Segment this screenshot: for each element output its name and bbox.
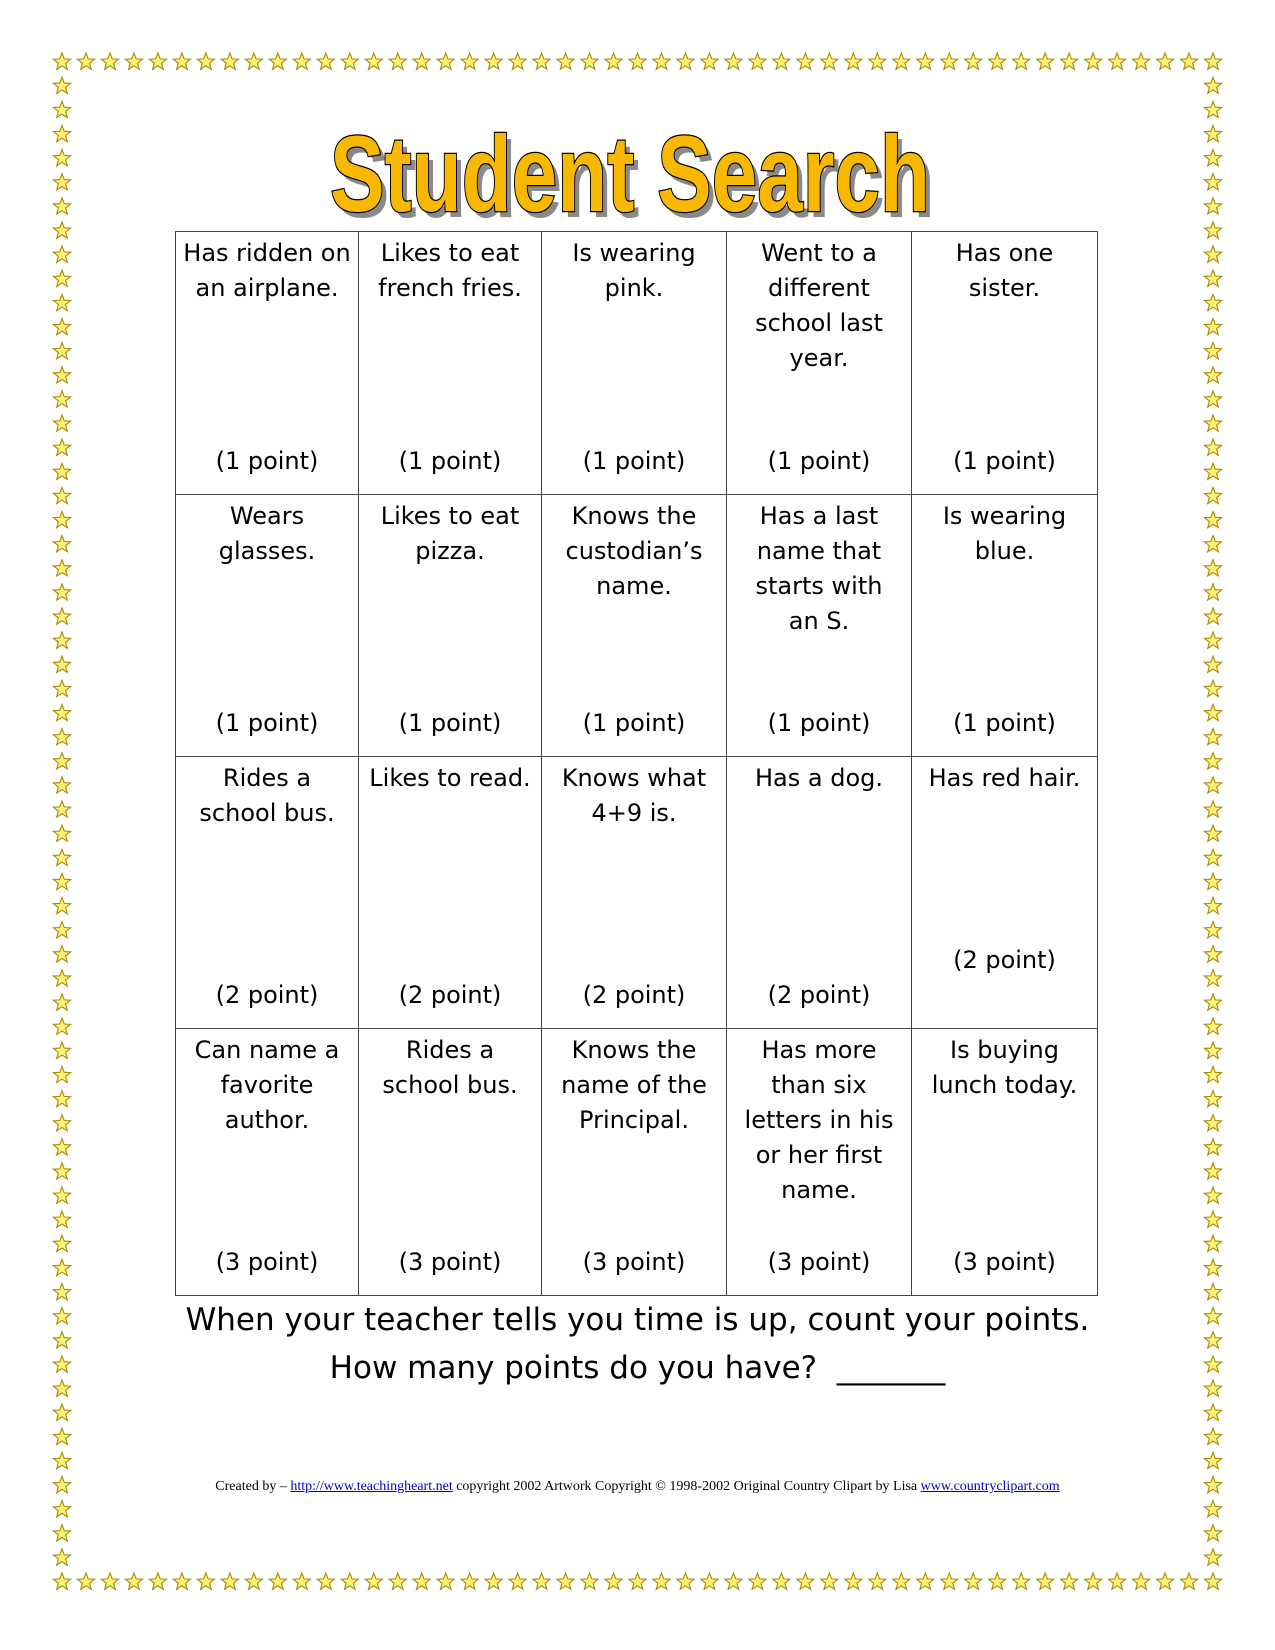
star-icon bbox=[1037, 53, 1054, 69]
star-icon bbox=[125, 53, 142, 69]
star-icon bbox=[437, 1573, 454, 1589]
star-icon bbox=[53, 1501, 70, 1517]
star-icon bbox=[53, 270, 70, 286]
grid-cell[interactable] bbox=[359, 232, 542, 495]
star-icon bbox=[125, 1573, 142, 1589]
star-icon bbox=[1204, 1042, 1221, 1058]
cell-text: Has more than six letters in his or her first name. bbox=[744, 1036, 894, 1204]
star-icon bbox=[1204, 150, 1221, 166]
star-icon bbox=[1204, 511, 1221, 527]
grid-cell[interactable] bbox=[912, 495, 1098, 757]
cell-points: (3 point) bbox=[398, 1248, 502, 1276]
star-icon bbox=[365, 1573, 382, 1589]
credits-line bbox=[0, 1478, 1275, 1496]
star-icon bbox=[197, 53, 214, 69]
star-icon bbox=[197, 1573, 214, 1589]
star-icon bbox=[1204, 1211, 1221, 1227]
grid-cell[interactable] bbox=[727, 495, 912, 757]
star-icon bbox=[1204, 849, 1221, 865]
teachingheart-link[interactable]: http://www.teachingheart.net bbox=[290, 1479, 453, 1494]
cell-text: Is wearing pink. bbox=[572, 239, 696, 302]
cell-text: Can name a favorite author. bbox=[194, 1036, 340, 1134]
star-icon bbox=[53, 150, 70, 166]
star-icon bbox=[1037, 1573, 1054, 1589]
star-icon bbox=[1109, 53, 1126, 69]
star-icon bbox=[1204, 439, 1221, 455]
cell-points: (1 point) bbox=[215, 447, 319, 475]
star-icon bbox=[1204, 656, 1221, 672]
star-icon bbox=[725, 53, 742, 69]
cell-points: (1 point) bbox=[953, 447, 1056, 475]
grid-row bbox=[176, 232, 1098, 495]
star-icon bbox=[437, 53, 454, 69]
star-icon bbox=[1204, 1187, 1221, 1203]
star-icon bbox=[941, 53, 958, 69]
grid-cell[interactable] bbox=[727, 757, 912, 1029]
grid-cell[interactable] bbox=[912, 757, 1098, 1029]
star-icon bbox=[149, 1573, 166, 1589]
star-icon bbox=[341, 1573, 358, 1589]
grid-cell[interactable] bbox=[727, 232, 912, 495]
grid-cell[interactable] bbox=[542, 495, 727, 757]
grid-row bbox=[176, 757, 1098, 1029]
star-icon bbox=[53, 415, 70, 431]
grid-cell[interactable] bbox=[727, 1029, 912, 1296]
star-icon bbox=[53, 367, 70, 383]
cell-points: (1 point) bbox=[582, 447, 686, 475]
star-icon bbox=[53, 1259, 70, 1275]
star-icon bbox=[1013, 1573, 1030, 1589]
cell-points: (3 point) bbox=[767, 1248, 871, 1276]
star-icon bbox=[365, 53, 382, 69]
star-icon bbox=[797, 53, 814, 69]
star-icon bbox=[1204, 270, 1221, 286]
star-icon bbox=[701, 53, 718, 69]
star-icon bbox=[53, 1525, 70, 1541]
star-icon bbox=[653, 53, 670, 69]
star-icon bbox=[893, 53, 910, 69]
star-icon bbox=[1061, 1573, 1078, 1589]
grid-cell[interactable] bbox=[359, 495, 542, 757]
grid-cell[interactable] bbox=[176, 232, 359, 495]
star-icon bbox=[1204, 560, 1221, 576]
cell-text: Has a last name that starts with an S. bbox=[755, 502, 883, 635]
star-icon bbox=[53, 680, 70, 696]
grid-cell[interactable] bbox=[912, 232, 1098, 495]
star-icon bbox=[53, 753, 70, 769]
star-icon bbox=[1204, 343, 1221, 359]
star-icon bbox=[1204, 777, 1221, 793]
star-icon bbox=[53, 560, 70, 576]
star-icon bbox=[53, 1428, 70, 1444]
star-icon bbox=[173, 1573, 190, 1589]
star-icon bbox=[581, 53, 598, 69]
star-icon bbox=[293, 53, 310, 69]
star-icon bbox=[53, 632, 70, 648]
star-icon bbox=[53, 1187, 70, 1203]
star-icon bbox=[317, 53, 334, 69]
star-icon bbox=[53, 1139, 70, 1155]
star-icon bbox=[605, 1573, 622, 1589]
cell-text: Knows the custodian’s name. bbox=[565, 502, 703, 600]
star-icon bbox=[1204, 101, 1221, 117]
star-icon bbox=[461, 53, 478, 69]
star-icon bbox=[941, 1573, 958, 1589]
star-icon bbox=[917, 53, 934, 69]
star-icon bbox=[485, 1573, 502, 1589]
star-icon bbox=[605, 53, 622, 69]
star-icon bbox=[53, 1042, 70, 1058]
star-icon bbox=[821, 1573, 838, 1589]
star-icon bbox=[53, 801, 70, 817]
star-icon bbox=[749, 1573, 766, 1589]
star-icon bbox=[557, 53, 574, 69]
star-icon bbox=[53, 584, 70, 600]
star-icon bbox=[53, 1211, 70, 1227]
cell-text: Likes to read. bbox=[369, 764, 531, 792]
cell-points: (1 point) bbox=[582, 709, 686, 737]
star-icon bbox=[1204, 1573, 1221, 1589]
star-icon bbox=[53, 849, 70, 865]
cell-points: (1 point) bbox=[398, 709, 502, 737]
star-icon bbox=[1204, 994, 1221, 1010]
star-icon bbox=[1204, 222, 1221, 238]
star-icon bbox=[1181, 1573, 1198, 1589]
star-icon bbox=[1204, 536, 1221, 552]
grid-cell[interactable] bbox=[176, 495, 359, 757]
cell-text: Went to a different school last year. bbox=[755, 239, 883, 372]
star-icon bbox=[53, 343, 70, 359]
star-icon bbox=[1204, 1259, 1221, 1275]
cell-text: Has a dog. bbox=[754, 764, 883, 792]
star-icon bbox=[101, 53, 118, 69]
star-icon bbox=[53, 608, 70, 624]
star-icon bbox=[53, 825, 70, 841]
star-icon bbox=[1204, 946, 1221, 962]
star-icon bbox=[1204, 1501, 1221, 1517]
cell-text: Knows what 4+9 is. bbox=[561, 764, 707, 827]
countryclipart-link[interactable]: www.countryclipart.com bbox=[920, 1479, 1060, 1494]
star-icon bbox=[1204, 174, 1221, 190]
star-icon bbox=[653, 1573, 670, 1589]
cell-points: (3 point) bbox=[953, 1248, 1056, 1276]
star-icon bbox=[53, 1091, 70, 1107]
star-icon bbox=[53, 53, 70, 69]
star-icon bbox=[173, 53, 190, 69]
cell-points: (2 point) bbox=[215, 981, 319, 1009]
star-icon bbox=[53, 1404, 70, 1420]
cell-points: (1 point) bbox=[953, 709, 1056, 737]
star-icon bbox=[1204, 608, 1221, 624]
page-title bbox=[300, 105, 960, 230]
star-icon bbox=[389, 53, 406, 69]
star-icon bbox=[701, 1573, 718, 1589]
cell-points: (1 point) bbox=[398, 447, 502, 475]
star-icon bbox=[1181, 53, 1198, 69]
star-icon bbox=[509, 53, 526, 69]
star-icon bbox=[53, 125, 70, 141]
star-icon bbox=[845, 1573, 862, 1589]
star-icon bbox=[485, 53, 502, 69]
title-shadow: Student Search bbox=[335, 119, 935, 230]
star-icon bbox=[869, 1573, 886, 1589]
star-icon bbox=[53, 897, 70, 913]
cell-text: Has ridden on an airplane. bbox=[183, 239, 351, 302]
star-icon bbox=[1204, 729, 1221, 745]
star-icon bbox=[1133, 1573, 1150, 1589]
instruction-line-1: When your teacher tells you time is up, count your points. bbox=[185, 1302, 1090, 1338]
star-icon bbox=[77, 53, 94, 69]
star-icon bbox=[77, 1573, 94, 1589]
star-icon bbox=[509, 1573, 526, 1589]
star-icon bbox=[1204, 704, 1221, 720]
star-icon bbox=[1204, 1163, 1221, 1179]
star-icon bbox=[53, 391, 70, 407]
star-icon bbox=[1204, 294, 1221, 310]
star-icon bbox=[53, 174, 70, 190]
star-icon bbox=[1133, 53, 1150, 69]
cell-text: Has one sister. bbox=[955, 239, 1054, 302]
grid-cell[interactable] bbox=[176, 1029, 359, 1296]
star-icon bbox=[221, 53, 238, 69]
star-icon bbox=[53, 246, 70, 262]
grid-cell[interactable] bbox=[542, 232, 727, 495]
star-icon bbox=[677, 1573, 694, 1589]
title-graphic bbox=[300, 105, 960, 230]
star-icon bbox=[53, 487, 70, 503]
star-icon bbox=[53, 318, 70, 334]
star-icon bbox=[1204, 1066, 1221, 1082]
title-text: Student Search bbox=[330, 113, 930, 230]
cell-points: (3 point) bbox=[582, 1248, 686, 1276]
star-icon bbox=[1204, 1115, 1221, 1131]
star-icon bbox=[53, 777, 70, 793]
star-icon bbox=[1204, 125, 1221, 141]
star-icon bbox=[1204, 801, 1221, 817]
star-icon bbox=[341, 53, 358, 69]
cell-text: Likes to eat pizza. bbox=[380, 502, 520, 565]
star-icon bbox=[53, 1573, 70, 1589]
cell-text: Is buying lunch today. bbox=[931, 1036, 1078, 1099]
star-icon bbox=[53, 222, 70, 238]
star-icon bbox=[1061, 53, 1078, 69]
star-icon bbox=[53, 1066, 70, 1082]
star-icon bbox=[53, 1163, 70, 1179]
cell-text: Is wearing blue. bbox=[942, 502, 1067, 565]
star-icon bbox=[53, 463, 70, 479]
cell-points: (2 point) bbox=[953, 946, 1056, 974]
star-icon bbox=[53, 536, 70, 552]
star-icon bbox=[1204, 1091, 1221, 1107]
star-icon bbox=[53, 1549, 70, 1565]
star-icon bbox=[101, 1573, 118, 1589]
cell-text: Knows the name of the Principal. bbox=[561, 1036, 707, 1134]
star-icon bbox=[749, 53, 766, 69]
grid-row bbox=[176, 495, 1098, 757]
star-icon bbox=[1204, 463, 1221, 479]
cell-text: Rides a school bus. bbox=[199, 764, 335, 827]
star-icon bbox=[149, 53, 166, 69]
star-icon bbox=[773, 53, 790, 69]
star-icon bbox=[533, 53, 550, 69]
cell-points: (1 point) bbox=[215, 709, 319, 737]
star-icon bbox=[1204, 1549, 1221, 1565]
cell-text: Has red hair. bbox=[928, 764, 1081, 792]
star-icon bbox=[293, 1573, 310, 1589]
star-icon bbox=[53, 994, 70, 1010]
search-grid bbox=[175, 231, 1098, 1296]
star-icon bbox=[1013, 53, 1030, 69]
star-icon bbox=[1204, 1404, 1221, 1420]
star-icon bbox=[1204, 415, 1221, 431]
credits-middle: copyright 2002 Artwork Copyright © 1998-2002 Original Country Clipart by Lisa bbox=[452, 1479, 921, 1494]
star-icon bbox=[1204, 970, 1221, 986]
star-icon bbox=[53, 77, 70, 93]
star-icon bbox=[1204, 246, 1221, 262]
star-icon bbox=[53, 1235, 70, 1251]
star-icon bbox=[1204, 825, 1221, 841]
star-icon bbox=[629, 1573, 646, 1589]
star-icon bbox=[1204, 753, 1221, 769]
grid-cell[interactable] bbox=[542, 757, 727, 1029]
star-icon bbox=[1157, 53, 1174, 69]
cell-points: (2 point) bbox=[582, 981, 686, 1009]
cell-text: Likes to eat french fries. bbox=[378, 239, 522, 302]
star-icon bbox=[1204, 922, 1221, 938]
star-icon bbox=[1204, 897, 1221, 913]
grid-cell[interactable] bbox=[359, 757, 542, 1029]
star-icon bbox=[581, 1573, 598, 1589]
star-icon bbox=[1204, 584, 1221, 600]
star-icon bbox=[773, 1573, 790, 1589]
star-icon bbox=[1204, 1018, 1221, 1034]
cell-text: Wears glasses. bbox=[218, 502, 316, 565]
star-icon bbox=[53, 970, 70, 986]
star-icon bbox=[869, 53, 886, 69]
grid-row bbox=[176, 1029, 1098, 1296]
star-icon bbox=[821, 53, 838, 69]
star-icon bbox=[845, 53, 862, 69]
cell-text: Rides a school bus. bbox=[382, 1036, 518, 1099]
star-icon bbox=[53, 946, 70, 962]
star-icon bbox=[269, 1573, 286, 1589]
star-icon bbox=[1157, 1573, 1174, 1589]
star-icon bbox=[53, 704, 70, 720]
star-icon bbox=[53, 1018, 70, 1034]
star-icon bbox=[1204, 1235, 1221, 1251]
star-icon bbox=[245, 1573, 262, 1589]
star-icon bbox=[989, 53, 1006, 69]
star-icon bbox=[53, 729, 70, 745]
star-icon bbox=[1085, 1573, 1102, 1589]
star-icon bbox=[1204, 318, 1221, 334]
star-icon bbox=[965, 1573, 982, 1589]
star-icon bbox=[1204, 1452, 1221, 1468]
star-icon bbox=[53, 1115, 70, 1131]
star-icon bbox=[245, 53, 262, 69]
star-icon bbox=[1085, 53, 1102, 69]
star-icon bbox=[917, 1573, 934, 1589]
star-icon bbox=[53, 511, 70, 527]
star-icon bbox=[1204, 680, 1221, 696]
star-icon bbox=[1204, 1525, 1221, 1541]
star-icon bbox=[797, 1573, 814, 1589]
star-icon bbox=[461, 1573, 478, 1589]
star-icon bbox=[53, 101, 70, 117]
star-icon bbox=[53, 1452, 70, 1468]
star-icon bbox=[1204, 632, 1221, 648]
star-icon bbox=[53, 198, 70, 214]
cell-points: (2 point) bbox=[398, 981, 502, 1009]
star-icon bbox=[413, 53, 430, 69]
grid-cell[interactable] bbox=[912, 1029, 1098, 1296]
cell-points: (1 point) bbox=[767, 447, 871, 475]
star-icon bbox=[1204, 53, 1221, 69]
star-icon bbox=[677, 53, 694, 69]
grid-cell[interactable] bbox=[542, 1029, 727, 1296]
star-icon bbox=[1204, 77, 1221, 93]
star-icon bbox=[989, 1573, 1006, 1589]
credits-prefix: Created by – bbox=[215, 1479, 291, 1494]
grid-cell[interactable] bbox=[359, 1029, 542, 1296]
instruction-line-2: How many points do you have? _______ bbox=[329, 1350, 946, 1386]
star-icon bbox=[1204, 487, 1221, 503]
star-icon bbox=[557, 1573, 574, 1589]
grid-cell[interactable] bbox=[176, 757, 359, 1029]
star-icon bbox=[1109, 1573, 1126, 1589]
cell-points: (2 point) bbox=[767, 981, 871, 1009]
star-icon bbox=[269, 53, 286, 69]
star-icon bbox=[1204, 391, 1221, 407]
star-icon bbox=[893, 1573, 910, 1589]
star-icon bbox=[389, 1573, 406, 1589]
cell-points: (3 point) bbox=[215, 1248, 319, 1276]
star-icon bbox=[53, 294, 70, 310]
star-icon bbox=[413, 1573, 430, 1589]
star-icon bbox=[53, 656, 70, 672]
star-icon bbox=[221, 1573, 238, 1589]
star-icon bbox=[1204, 1428, 1221, 1444]
star-icon bbox=[53, 439, 70, 455]
star-icon bbox=[1204, 873, 1221, 889]
star-icon bbox=[53, 922, 70, 938]
cell-points: (1 point) bbox=[767, 709, 871, 737]
star-icon bbox=[533, 1573, 550, 1589]
star-icon bbox=[53, 873, 70, 889]
star-icon bbox=[317, 1573, 334, 1589]
star-icon bbox=[629, 53, 646, 69]
star-icon bbox=[1204, 198, 1221, 214]
star-icon bbox=[965, 53, 982, 69]
star-icon bbox=[1204, 367, 1221, 383]
star-icon bbox=[725, 1573, 742, 1589]
star-icon bbox=[1204, 1139, 1221, 1155]
